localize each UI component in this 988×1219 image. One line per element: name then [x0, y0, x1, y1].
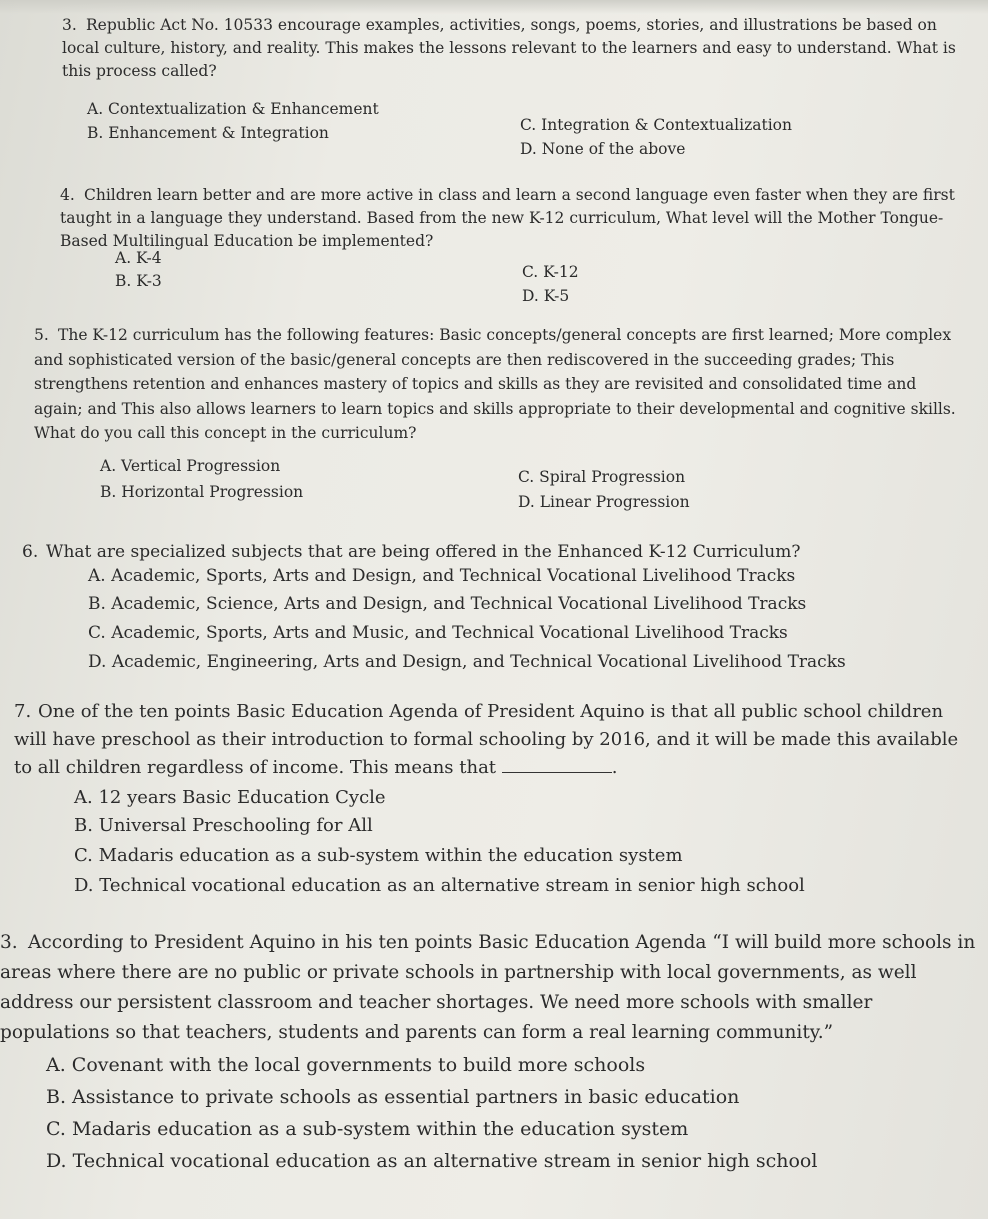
question-7-option-a[interactable]: A. 12 years Basic Education Cycle [74, 787, 386, 808]
question-text: One of the ten points Basic Education Agenda of President Aquino is that all public school children will have preschool as their introduction to formal schooling by 2016, and it will be made this available to all children regardless of income. This means that [14, 701, 959, 778]
question-3 [62, 14, 962, 83]
question-text: Republic Act No. 10533 encourage examples, activities, songs, poems, stories, and illustrations be based on local culture, history, and reality. This makes the lessons relevant to the learners and easy to understand. What is this process called? [62, 16, 956, 80]
question-text: What are specialized subjects that are being offered in the Enhanced K-12 Curriculum? [46, 542, 801, 562]
page-shadow-edge [0, 0, 988, 14]
question-number: 3. [62, 16, 77, 34]
question-4 [60, 184, 965, 253]
question-7-option-b[interactable]: B. Universal Preschooling for All [74, 815, 373, 836]
question-5 [34, 323, 966, 446]
question-8 [0, 928, 986, 1048]
question-4-option-a[interactable]: A. K-4 [115, 249, 162, 267]
answer-blank [502, 771, 612, 773]
question-6 [22, 538, 972, 566]
question-6-stem [22, 538, 972, 566]
question-text: According to President Aquino in his ten points Basic Education Agenda “I will build more schools in areas where there are no public or private schools in partnership with local governments, as well address our persistent classroom and teacher shortages. We need more schools with smaller populations so that teachers, students and parents can form a real learning community.” [0, 932, 976, 1043]
question-6-option-a[interactable]: A. Academic, Sports, Arts and Design, and Technical Vocational Livelihood Tracks [88, 566, 796, 586]
question-3-stem [62, 14, 962, 83]
question-4-option-d[interactable]: D. K-5 [522, 287, 570, 305]
question-5-option-a[interactable]: A. Vertical Progression [100, 457, 281, 475]
question-7-option-c[interactable]: C. Madaris education as a sub-system within the education system [74, 845, 683, 866]
question-8-option-d[interactable]: D. Technical vocational education as an alternative stream in senior high school [46, 1150, 818, 1172]
question-5-stem [34, 323, 966, 446]
question-8-option-c[interactable]: C. Madaris education as a sub-system within the education system [46, 1118, 689, 1140]
question-text: The K-12 curriculum has the following features: Basic concepts/general concepts are first learned; More complex and sophisticated version of the basic/general concepts are then rediscovered in the succeeding grades; This strengthens retention and enhances mastery of topics and skills as they are revisited and consolidated time and again; and This also allows learners to learn topics and skills appropriate to their developmental and cognitive skills. What do you call this concept in the curriculum? [34, 326, 956, 442]
question-8-stem [0, 928, 986, 1048]
question-end: . [611, 757, 618, 778]
question-number: 4. [60, 186, 75, 204]
question-7-stem [14, 698, 980, 782]
question-text: Children learn better and are more active in class and learn a second language even faster when they are first taught in a language they understand. Based from the new K-12 curriculum, What level will the Mother Tongue-Based Multilingual Education be implemented? [60, 186, 955, 250]
question-6-option-c[interactable]: C. Academic, Sports, Arts and Music, and Technical Vocational Livelihood Tracks [88, 623, 788, 643]
question-number: 3. [0, 932, 18, 953]
question-8-option-b[interactable]: B. Assistance to private schools as essential partners in basic education [46, 1086, 740, 1108]
question-5-option-b[interactable]: B. Horizontal Progression [100, 483, 304, 501]
question-number: 5. [34, 326, 49, 344]
question-8-option-a[interactable]: A. Covenant with the local governments to build more schools [46, 1054, 646, 1076]
question-number: 6. [22, 542, 39, 562]
question-3-option-d[interactable]: D. None of the above [520, 140, 686, 158]
question-7 [14, 698, 980, 782]
question-7-option-d[interactable]: D. Technical vocational education as an alternative stream in senior high school [74, 875, 805, 896]
question-5-option-c[interactable]: C. Spiral Progression [518, 468, 686, 486]
question-3-option-b[interactable]: B. Enhancement & Integration [87, 124, 329, 142]
question-6-option-d[interactable]: D. Academic, Engineering, Arts and Design, and Technical Vocational Livelihood Tracks [88, 652, 846, 672]
question-4-option-c[interactable]: C. K-12 [522, 263, 579, 281]
question-6-option-b[interactable]: B. Academic, Science, Arts and Design, and Technical Vocational Livelihood Tracks [88, 594, 807, 614]
question-5-option-d[interactable]: D. Linear Progression [518, 493, 690, 511]
question-number: 7. [14, 701, 32, 722]
question-3-option-a[interactable]: A. Contextualization & Enhancement [87, 100, 379, 118]
question-4-stem [60, 184, 965, 253]
question-4-option-b[interactable]: B. K-3 [115, 272, 162, 290]
question-3-option-c[interactable]: C. Integration & Contextualization [520, 116, 792, 134]
